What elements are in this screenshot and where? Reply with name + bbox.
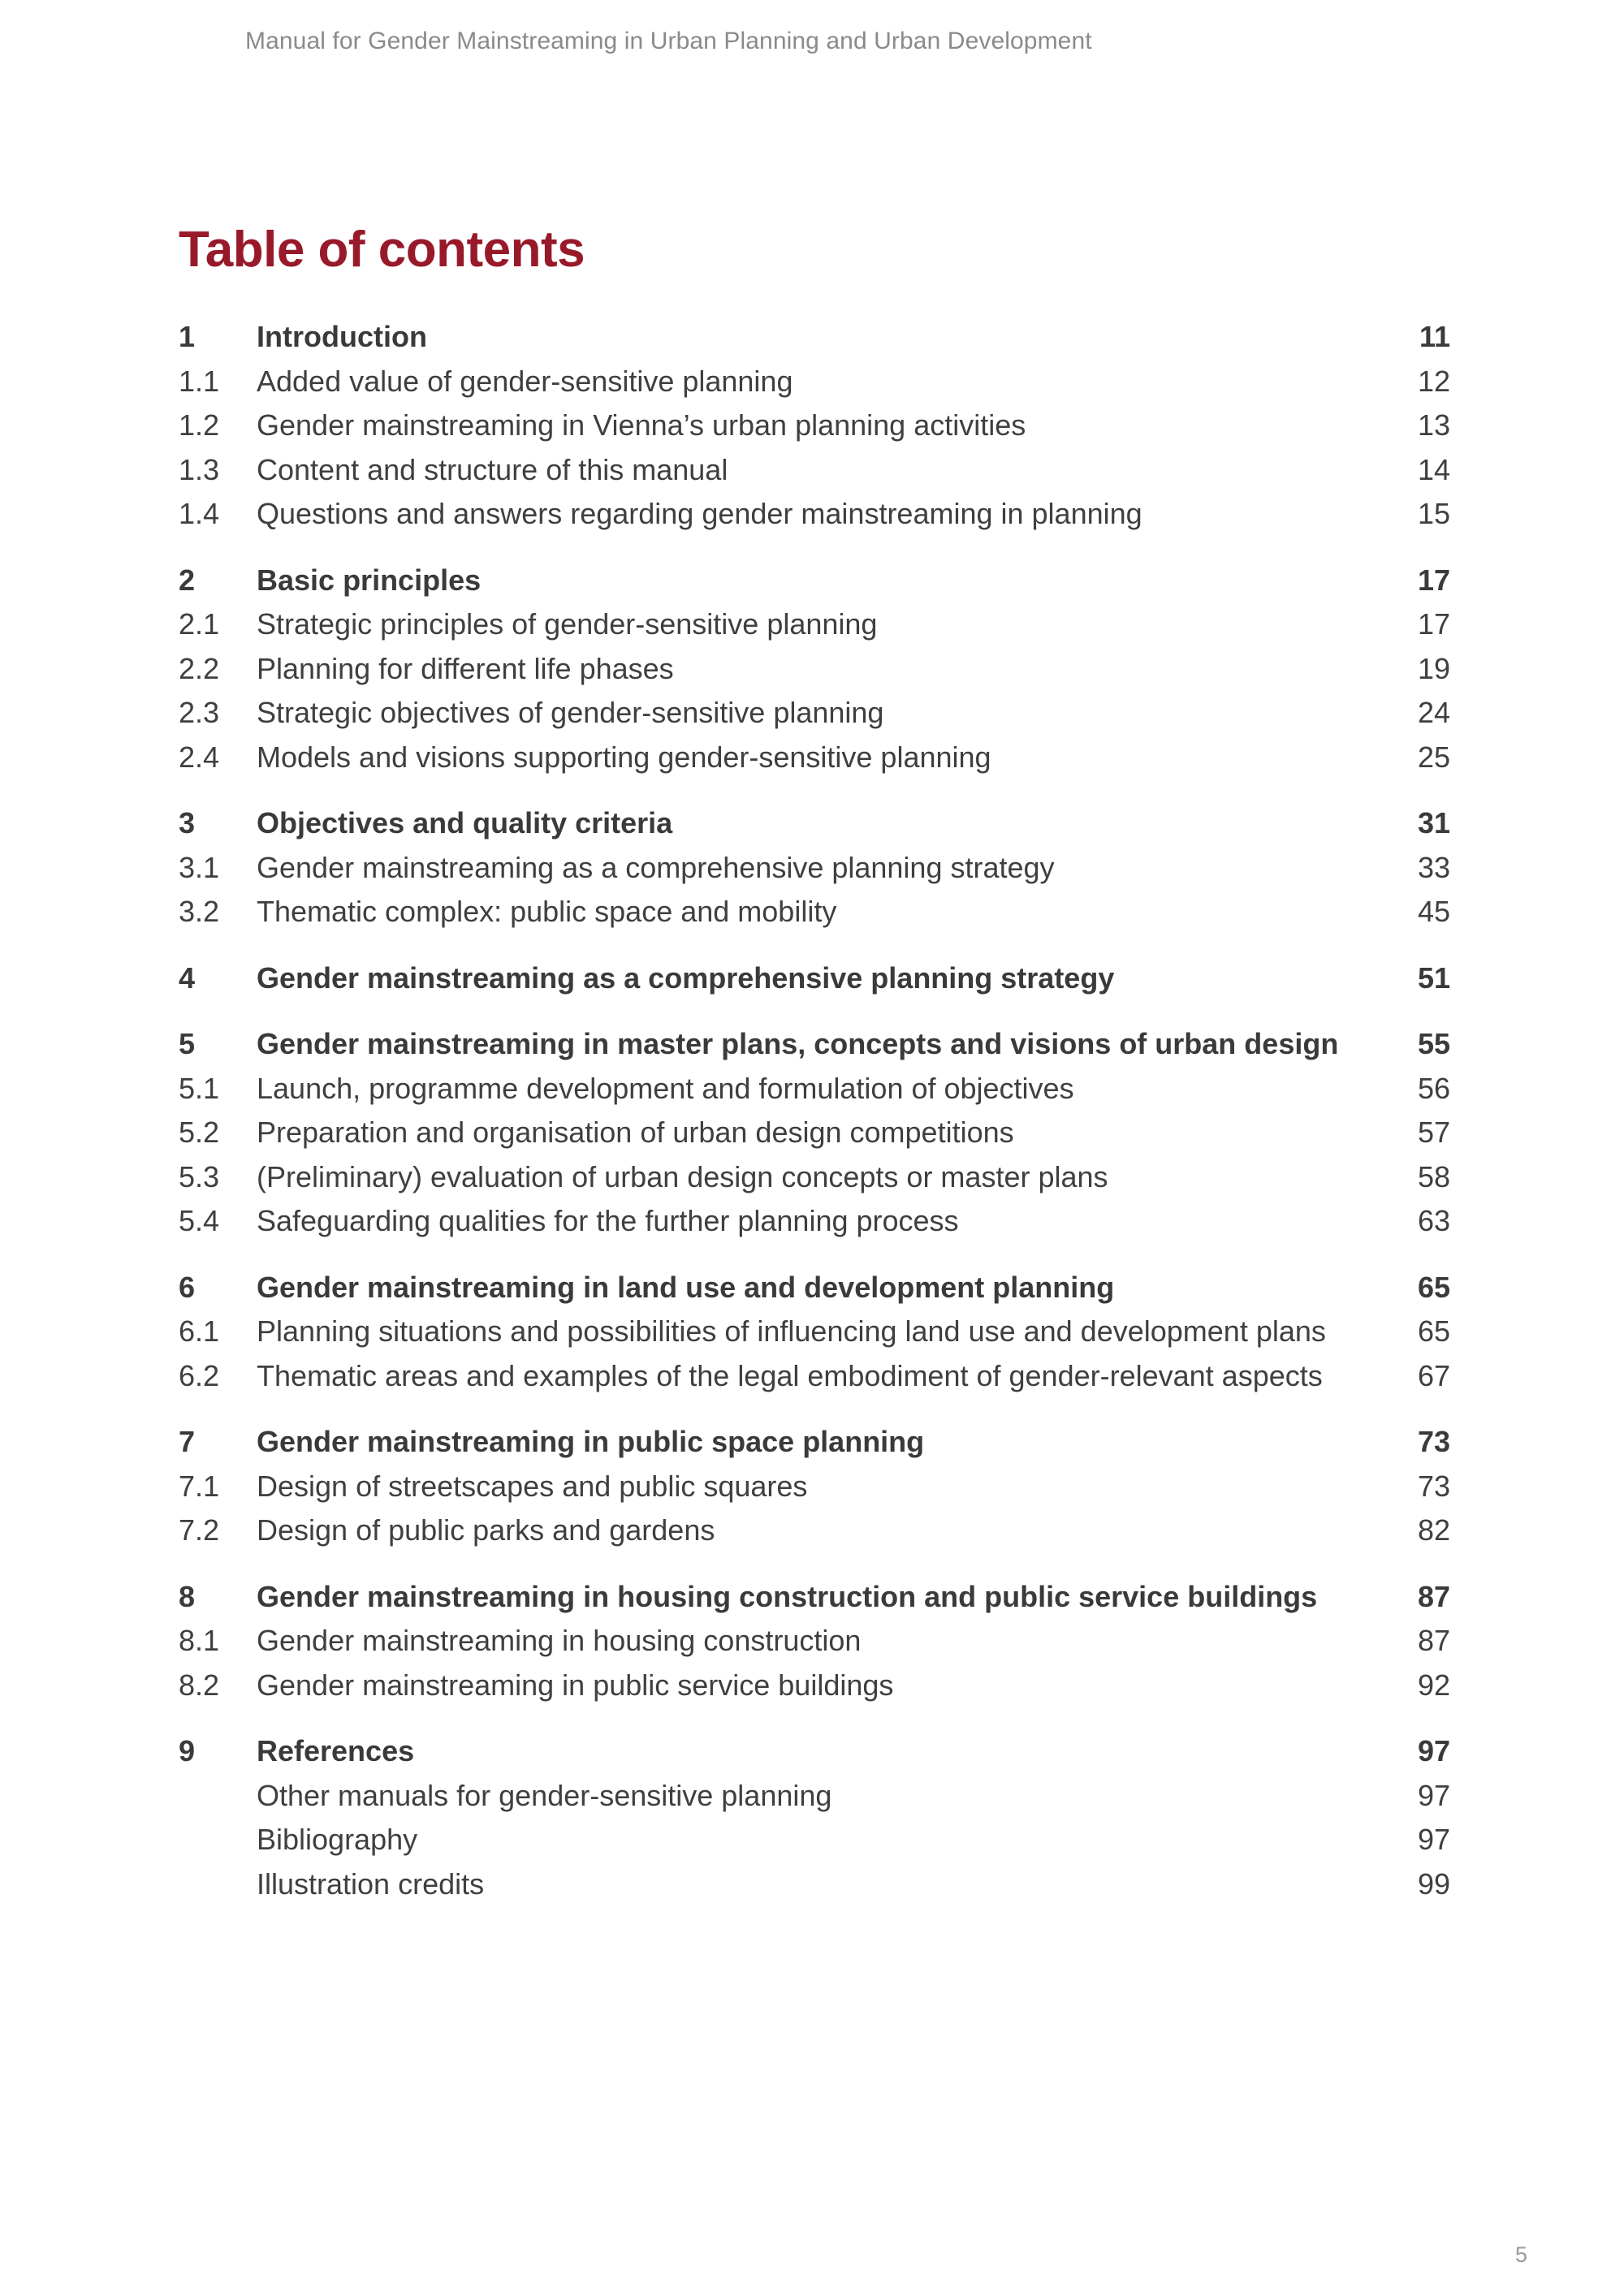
toc-subsection-row[interactable] bbox=[179, 846, 1450, 891]
toc-entry-label: Content and structure of this manual bbox=[257, 452, 728, 486]
toc-entry-page: 73 bbox=[1417, 1425, 1450, 1458]
toc-entry-number: 5.2 bbox=[179, 1116, 220, 1149]
toc-entry-number: 7 bbox=[179, 1425, 196, 1458]
toc-entry-page: 99 bbox=[1417, 1867, 1450, 1901]
toc-entry-page: 57 bbox=[1417, 1116, 1450, 1149]
toc-subsection-row[interactable] bbox=[179, 1664, 1450, 1708]
toc-entry-number: 2.2 bbox=[179, 651, 220, 685]
toc-section-3 bbox=[179, 801, 1450, 934]
toc-entry-number: 7.2 bbox=[179, 1513, 220, 1547]
toc-entry-label: Other manuals for gender-sensitive planning bbox=[257, 1778, 832, 1812]
toc-entry-page: 17 bbox=[1417, 607, 1450, 641]
toc-entry-label: Thematic areas and examples of the legal embodiment of gender-relevant aspects bbox=[257, 1358, 1323, 1392]
toc-entry-page: 97 bbox=[1417, 1778, 1450, 1812]
toc-entry-label: Illustration credits bbox=[257, 1867, 485, 1901]
toc-subsection-row[interactable] bbox=[179, 602, 1450, 647]
toc-chapter-row[interactable] bbox=[179, 956, 1450, 1001]
toc-section-5 bbox=[179, 1022, 1450, 1244]
toc-entry-number: 1.3 bbox=[179, 452, 220, 486]
toc-entry-label: Gender mainstreaming as a comprehensive planning strategy bbox=[257, 850, 1055, 884]
toc-entry-label: Introduction bbox=[257, 320, 427, 353]
toc-entry-number: 8.1 bbox=[179, 1624, 220, 1657]
toc-entry-number: 8 bbox=[179, 1579, 196, 1613]
toc-subsection-row[interactable] bbox=[179, 404, 1450, 448]
toc-section-2 bbox=[179, 559, 1450, 780]
toc-subsection-row[interactable] bbox=[179, 647, 1450, 692]
toc-entry-number: 1.2 bbox=[179, 408, 220, 442]
toc-entry-label: Planning for different life phases bbox=[257, 651, 674, 685]
running-header: Manual for Gender Mainstreaming in Urban Planning and Urban Development bbox=[245, 28, 1092, 54]
toc-entry-page: 92 bbox=[1417, 1668, 1450, 1702]
toc-entry-number: 2.3 bbox=[179, 696, 220, 729]
toc-section-4 bbox=[179, 956, 1450, 1001]
toc-subsection-row[interactable] bbox=[179, 1465, 1450, 1509]
toc-subsection-row[interactable] bbox=[179, 736, 1450, 780]
toc-chapter-row[interactable] bbox=[179, 1420, 1450, 1465]
table-of-contents bbox=[179, 315, 1450, 1928]
toc-entry-label: Planning situations and possibilities of influencing land use and development plans bbox=[257, 1314, 1326, 1348]
toc-entry-page: 58 bbox=[1417, 1159, 1450, 1193]
toc-subsection-row[interactable] bbox=[179, 1818, 1450, 1862]
toc-entry-label: Gender mainstreaming in housing construction and public service buildings bbox=[257, 1579, 1318, 1613]
toc-chapter-row[interactable] bbox=[179, 315, 1450, 360]
toc-entry-number: 2 bbox=[179, 563, 196, 597]
toc-entry-label: Basic principles bbox=[257, 563, 482, 597]
toc-subsection-row[interactable] bbox=[179, 691, 1450, 736]
toc-entry-page: 73 bbox=[1417, 1469, 1450, 1503]
toc-section-8 bbox=[179, 1575, 1450, 1708]
toc-chapter-row[interactable] bbox=[179, 1729, 1450, 1774]
toc-entry-label: Gender mainstreaming in housing construction bbox=[257, 1624, 862, 1657]
toc-entry-page: 24 bbox=[1417, 696, 1450, 729]
toc-entry-number: 3.2 bbox=[179, 895, 220, 928]
toc-entry-label: Preparation and organisation of urban design competitions bbox=[257, 1116, 1014, 1149]
toc-entry-page: 19 bbox=[1417, 651, 1450, 685]
toc-chapter-row[interactable] bbox=[179, 1022, 1450, 1067]
toc-entry-label: Safeguarding qualities for the further planning process bbox=[257, 1204, 959, 1237]
toc-subsection-row[interactable] bbox=[179, 1199, 1450, 1244]
toc-entry-number: 6.1 bbox=[179, 1314, 220, 1348]
toc-entry-label: Gender mainstreaming in public space planning bbox=[257, 1425, 925, 1458]
toc-entry-label: Gender mainstreaming in master plans, concepts and visions of urban design bbox=[257, 1027, 1339, 1060]
toc-chapter-row[interactable] bbox=[179, 801, 1450, 846]
toc-entry-number: 7.1 bbox=[179, 1469, 220, 1503]
toc-subsection-row[interactable] bbox=[179, 448, 1450, 493]
toc-subsection-row[interactable] bbox=[179, 1111, 1450, 1155]
toc-entry-page: 65 bbox=[1417, 1314, 1450, 1348]
toc-entry-number: 2.1 bbox=[179, 607, 220, 641]
toc-subsection-row[interactable] bbox=[179, 1310, 1450, 1354]
toc-subsection-row[interactable] bbox=[179, 1619, 1450, 1664]
toc-entry-label: Gender mainstreaming in public service buildings bbox=[257, 1668, 894, 1702]
toc-entry-page: 11 bbox=[1419, 320, 1450, 353]
toc-entry-page: 97 bbox=[1417, 1823, 1450, 1856]
toc-entry-number: 5 bbox=[179, 1027, 196, 1060]
toc-entry-label: Bibliography bbox=[257, 1823, 418, 1856]
toc-entry-number: 2.4 bbox=[179, 740, 220, 774]
toc-entry-page: 55 bbox=[1417, 1027, 1450, 1060]
toc-subsection-row[interactable] bbox=[179, 1508, 1450, 1553]
toc-entry-page: 25 bbox=[1417, 740, 1450, 774]
toc-entry-number: 8.2 bbox=[179, 1668, 220, 1702]
toc-entry-label: (Preliminary) evaluation of urban design concepts or master plans bbox=[257, 1159, 1108, 1193]
toc-entry-page: 63 bbox=[1417, 1204, 1450, 1237]
toc-entry-number: 1.4 bbox=[179, 497, 220, 530]
toc-section-9 bbox=[179, 1729, 1450, 1906]
toc-entry-number: 6.2 bbox=[179, 1358, 220, 1392]
toc-entry-label: Thematic complex: public space and mobility bbox=[257, 895, 837, 928]
toc-entry-page: 31 bbox=[1417, 806, 1450, 839]
toc-subsection-row[interactable] bbox=[179, 1354, 1450, 1399]
toc-entry-label: Design of public parks and gardens bbox=[257, 1513, 715, 1547]
toc-entry-page: 97 bbox=[1417, 1734, 1450, 1767]
toc-chapter-row[interactable] bbox=[179, 1575, 1450, 1620]
toc-subsection-row[interactable] bbox=[179, 360, 1450, 404]
toc-entry-page: 87 bbox=[1417, 1624, 1450, 1657]
toc-entry-page: 65 bbox=[1417, 1270, 1450, 1304]
toc-entry-number: 3 bbox=[179, 806, 196, 839]
toc-entry-page: 51 bbox=[1417, 960, 1450, 995]
toc-entry-label: References bbox=[257, 1734, 415, 1767]
toc-entry-number: 9 bbox=[179, 1734, 196, 1767]
toc-entry-number: 4 bbox=[179, 960, 196, 995]
toc-entry-number: 1.1 bbox=[179, 364, 220, 398]
toc-entry-page: 56 bbox=[1417, 1071, 1450, 1105]
page-title: Table of contents bbox=[179, 222, 585, 278]
toc-entry-page: 45 bbox=[1417, 895, 1450, 928]
toc-entry-label: Gender mainstreaming in Vienna’s urban planning activities bbox=[257, 408, 1026, 442]
toc-entry-page: 82 bbox=[1417, 1513, 1450, 1547]
toc-entry-page: 12 bbox=[1417, 364, 1450, 398]
toc-subsection-row[interactable] bbox=[179, 492, 1450, 537]
toc-section-7 bbox=[179, 1420, 1450, 1553]
toc-entry-label: Strategic objectives of gender-sensitive planning bbox=[257, 696, 884, 729]
toc-subsection-row[interactable] bbox=[179, 1862, 1450, 1907]
toc-entry-label: Models and visions supporting gender-sensitive planning bbox=[257, 740, 991, 774]
toc-entry-page: 33 bbox=[1417, 850, 1450, 884]
toc-entry-page: 14 bbox=[1417, 452, 1450, 486]
toc-chapter-row[interactable] bbox=[179, 559, 1450, 603]
toc-entry-number: 1 bbox=[179, 320, 196, 353]
toc-chapter-row[interactable] bbox=[179, 1266, 1450, 1310]
toc-entry-label: Objectives and quality criteria bbox=[257, 806, 673, 839]
toc-entry-page: 17 bbox=[1417, 563, 1450, 597]
toc-entry-number: 5.4 bbox=[179, 1204, 220, 1237]
toc-entry-number: 3.1 bbox=[179, 850, 220, 884]
toc-entry-label: Questions and answers regarding gender mainstreaming in planning bbox=[257, 497, 1142, 530]
toc-entry-label: Gender mainstreaming as a comprehensive planning strategy bbox=[257, 960, 1115, 995]
toc-subsection-row[interactable] bbox=[179, 1155, 1450, 1200]
toc-subsection-row[interactable] bbox=[179, 890, 1450, 934]
toc-entry-page: 13 bbox=[1417, 408, 1450, 442]
toc-subsection-row[interactable] bbox=[179, 1067, 1450, 1111]
toc-entry-number: 5.3 bbox=[179, 1159, 220, 1193]
toc-entry-label: Added value of gender-sensitive planning bbox=[257, 364, 793, 398]
toc-subsection-row[interactable] bbox=[179, 1774, 1450, 1819]
toc-entry-label: Design of streetscapes and public squares bbox=[257, 1469, 808, 1503]
toc-entry-label: Launch, programme development and formulation of objectives bbox=[257, 1071, 1074, 1105]
toc-section-6 bbox=[179, 1266, 1450, 1399]
toc-entry-page: 15 bbox=[1417, 497, 1450, 530]
toc-section-1 bbox=[179, 315, 1450, 537]
toc-entry-page: 67 bbox=[1417, 1358, 1450, 1392]
toc-entry-number: 6 bbox=[179, 1270, 196, 1304]
toc-entry-label: Gender mainstreaming in land use and development planning bbox=[257, 1270, 1115, 1304]
page-number: 5 bbox=[1515, 2242, 1528, 2267]
toc-entry-number: 5.1 bbox=[179, 1071, 220, 1105]
toc-entry-page: 87 bbox=[1417, 1579, 1450, 1613]
toc-entry-label: Strategic principles of gender-sensitive planning bbox=[257, 607, 878, 641]
